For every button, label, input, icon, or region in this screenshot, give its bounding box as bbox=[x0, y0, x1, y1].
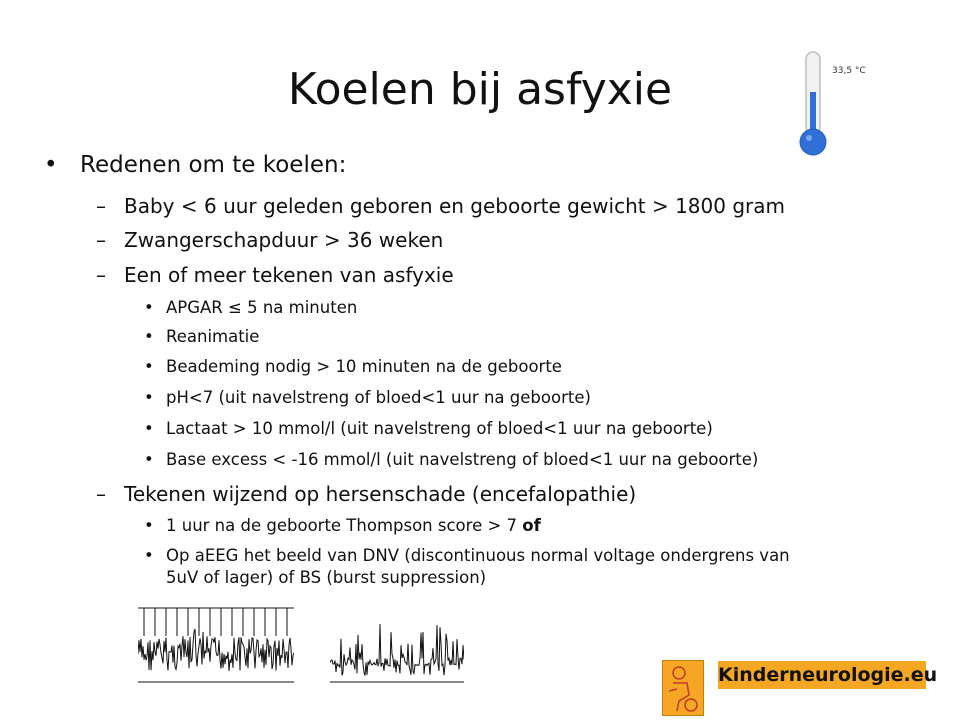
bullet-dot-icon: • bbox=[144, 327, 154, 346]
site-logo-text: Kinderneurologie.eu bbox=[718, 661, 926, 689]
eeg-trace-bs bbox=[330, 602, 464, 686]
bullet-dot-icon: • bbox=[144, 516, 154, 535]
sign-text: Lactaat > 10 mmol/l (uit navelstreng of bloed<1 uur na geboorte) bbox=[166, 419, 713, 438]
thermometer-label: 33,5 °C bbox=[832, 66, 866, 76]
sign-text-continued: 5uV of lager) of BS (burst suppression) bbox=[166, 568, 487, 587]
bullet-text: Redenen om te koelen: bbox=[80, 152, 347, 178]
thermometer-icon bbox=[792, 48, 882, 158]
criteria-text: Een of meer tekenen van asfyxie bbox=[124, 263, 454, 287]
dash-icon: – bbox=[96, 263, 106, 287]
bullet-dot-icon: • bbox=[144, 298, 154, 317]
sign-text: pH<7 (uit navelstreng of bloed<1 uur na geboorte) bbox=[166, 388, 591, 407]
criteria-text: Tekenen wijzend op hersenschade (encefalopathie) bbox=[124, 482, 637, 506]
page-title: Koelen bij asfyxie bbox=[287, 64, 673, 115]
sign-text: Op aEEG het beeld van DNV (discontinuous normal voltage ondergrens van bbox=[166, 546, 790, 565]
kinderneurologie-logo-icon bbox=[662, 660, 704, 716]
eeg-trace-dnv bbox=[138, 602, 294, 686]
dash-icon: – bbox=[96, 194, 106, 218]
bullet-dot-icon: • bbox=[144, 450, 154, 469]
dash-icon: – bbox=[96, 482, 106, 506]
sign-text: APGAR ≤ 5 na minuten bbox=[166, 298, 358, 317]
criteria-text: Baby < 6 uur geleden geboren en geboorte gewicht > 1800 gram bbox=[124, 194, 785, 218]
bullet-dot-icon: • bbox=[144, 357, 154, 376]
sign-text: Beademing nodig > 10 minuten na de geboorte bbox=[166, 357, 562, 376]
sign-text: 1 uur na de geboorte Thompson score > 7 of bbox=[166, 516, 541, 535]
bullet-dot-icon: • bbox=[144, 419, 154, 438]
sign-text: Reanimatie bbox=[166, 327, 260, 346]
dash-icon: – bbox=[96, 228, 106, 252]
bullet-dot-icon: • bbox=[144, 388, 154, 407]
criteria-text: Zwangerschapduur > 36 weken bbox=[124, 228, 444, 252]
bullet-dot-icon: • bbox=[44, 152, 58, 178]
bullet-dot-icon: • bbox=[144, 546, 154, 565]
sign-text: Base excess < -16 mmol/l (uit navelstreng of bloed<1 uur na geboorte) bbox=[166, 450, 759, 469]
